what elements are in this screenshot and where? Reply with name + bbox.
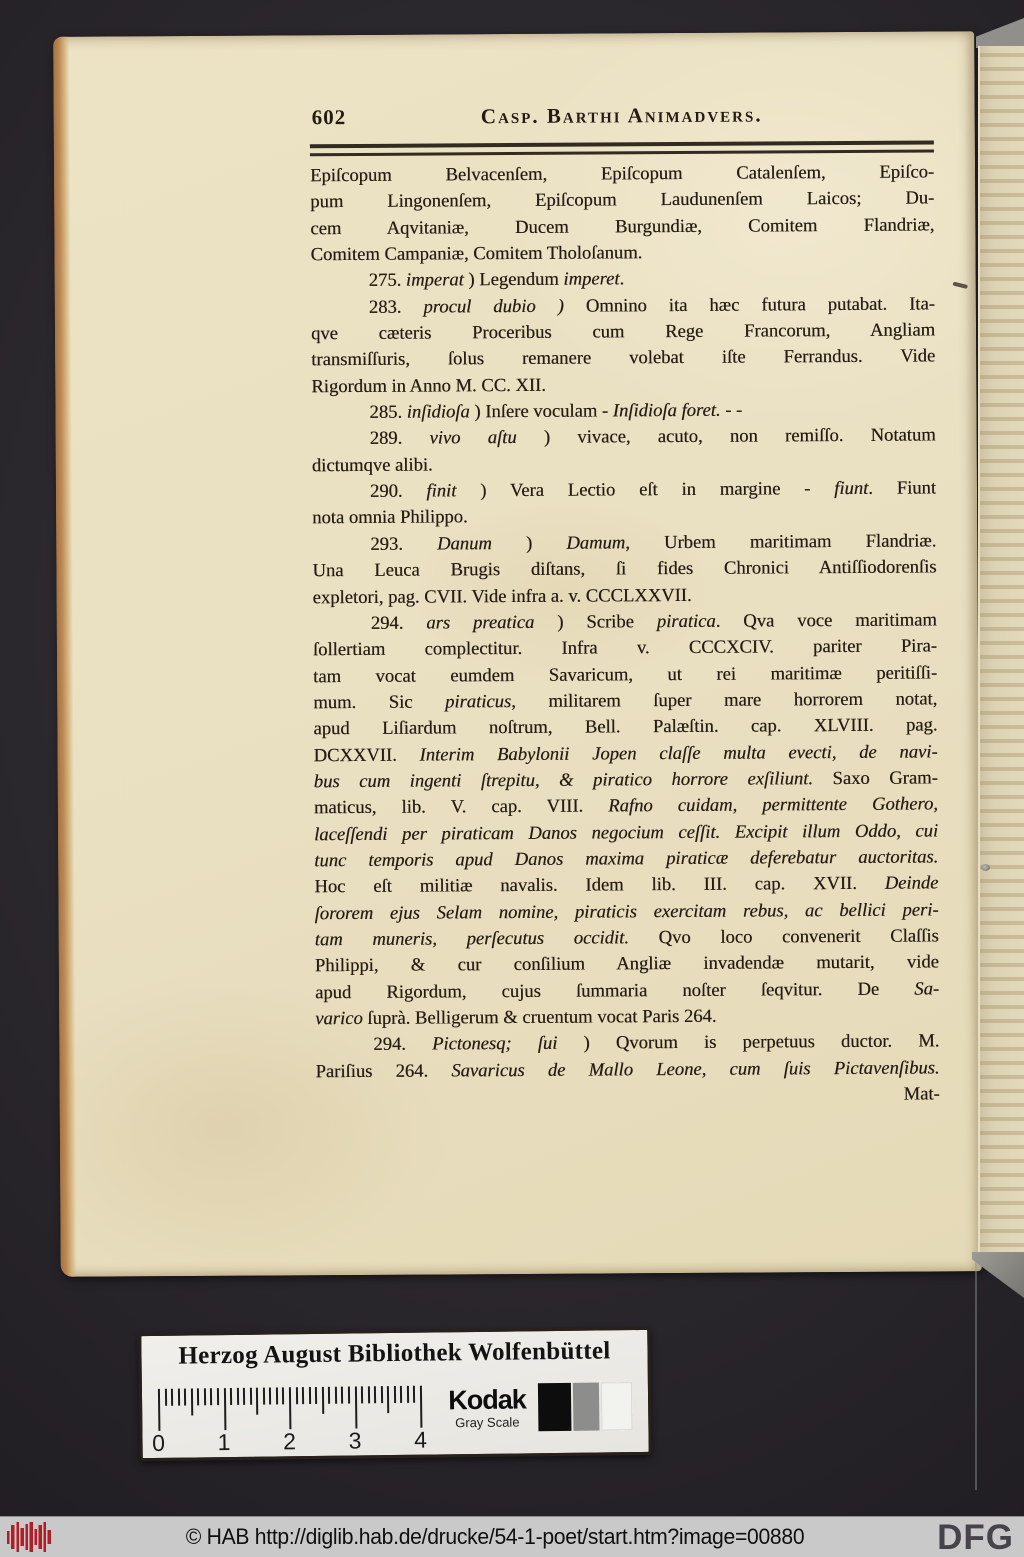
catchword-line: Mat- <box>903 1083 940 1105</box>
ruler-tick <box>250 1388 252 1405</box>
text-line: apud Liſiardum noſtrum, Bell. Palæſtin. cap. XLVIII. pag. <box>313 714 938 740</box>
text-line: qve cæteris Proceribus cum Rege Francorum, Angliam <box>310 319 936 345</box>
glass-edge-line <box>975 1258 977 1490</box>
ruler-tick <box>341 1387 343 1404</box>
header-rule <box>310 140 934 156</box>
ruler-tick <box>367 1386 369 1403</box>
text-line: bus cum ingenti ſtrepitu, & piratico horrore exſiliunt. Saxo Gram- <box>313 767 938 793</box>
ruler-tick <box>269 1388 271 1405</box>
text-line: DCXXVII. Interim Babylonii Jopen claſſe multa evecti, de navi- <box>313 740 938 766</box>
ruler-tick <box>197 1388 199 1405</box>
text-line: tunc temporis apud Danos maxima piraticæ deferebatur auctoritas. <box>314 846 939 872</box>
glass-edge-top <box>976 18 1024 48</box>
ruler-tick <box>328 1387 330 1404</box>
glass-edge-bottom <box>972 1252 1024 1298</box>
ruler-tick <box>256 1388 258 1415</box>
kodak-label: Kodak <box>448 1384 527 1416</box>
screw-dot <box>981 864 990 871</box>
text-line: Hoc eſt militiæ navalis. Idem lib. III. cap. XVII. Deinde <box>314 872 939 898</box>
ruler-title: Herzog August Bibliothek Wolfenbüttel <box>178 1337 611 1370</box>
text-line: expletori, pag. CVII. Vide infra a. v. CCCLXXVII. <box>312 584 692 608</box>
ruler-tick <box>348 1387 350 1404</box>
text-line: ſororem ejus Selam nomine, piraticis exercitam rebus, ac bellici peri- <box>314 899 939 924</box>
page-text <box>310 159 940 1111</box>
text-line: 289. vivo aſtu ) vivace, acuto, non remiſſo. Notatum <box>369 424 936 450</box>
color-calibration-ruler <box>138 1327 652 1461</box>
text-line: apud Rigordum, cujus ſummaria noſter ſeqvitur. De Sa- <box>314 978 940 1003</box>
ruler-tick <box>243 1388 245 1405</box>
text-line: mum. Sic piraticus, militarem ſuper mare horrorem notat, <box>313 688 938 714</box>
book-page <box>53 31 982 1277</box>
ruler-tick <box>237 1388 239 1405</box>
text-line: cem Aqvitaniæ, Ducem Burgundiæ, Comitem Flandriæ, <box>310 214 935 239</box>
ruler-tick <box>171 1389 173 1406</box>
text-line: varico ſuprà. Belligerum & cruentum vocat Paris 264. <box>315 1005 717 1030</box>
text-line: transmiſſuris, ſolus remanere volebat iſte Ferrandus. Vide <box>311 345 936 371</box>
ruler-tick <box>381 1386 383 1403</box>
ink-mark <box>952 282 968 289</box>
text-line: Rigordum in Anno M. CC. XII. <box>311 374 546 398</box>
ruler-tick <box>204 1388 206 1405</box>
ruler-tick <box>223 1388 226 1430</box>
ruler-tick <box>282 1387 284 1404</box>
ruler-tick <box>315 1387 317 1404</box>
viewer-footer-bar <box>0 1516 1024 1557</box>
ruler-tick <box>387 1386 389 1413</box>
ruler-number: 3 <box>348 1427 362 1454</box>
dfg-logo: DFG <box>937 1517 1014 1557</box>
footer-copyright-url: © HAB http://diglib.hab.de/drucke/54-1-poet/start.htm?image=00880 <box>185 1524 805 1549</box>
ruler-number: 0 <box>152 1429 166 1456</box>
text-line: Pariſius 264. Savaricus de Mallo Leone, cum ſuis Pictavenſibus. <box>315 1057 940 1082</box>
text-line: 275. imperat ) Legendum imperet. <box>368 268 625 292</box>
gray-scale-patch <box>538 1383 572 1431</box>
ruler-tick <box>309 1387 311 1404</box>
ruler-tick <box>322 1387 324 1414</box>
text-column <box>310 101 940 1111</box>
page-edge-left <box>53 37 77 1277</box>
ruler-tick <box>230 1388 232 1405</box>
page-number: 602 <box>311 105 347 130</box>
ruler-tick <box>178 1389 180 1406</box>
ruler-number: 4 <box>413 1426 428 1453</box>
ruler-tick <box>191 1388 193 1415</box>
text-line: Philippi, & cur conſilium Angliæ invadendæ mutarit, vide <box>314 951 939 977</box>
text-line: pum Lingonenſem, Epiſcopum Laudunenſem Laicos; Du- <box>310 187 935 213</box>
text-line: 285. inſidioſa ) Inſere voculam - Inſidioſa foret. - - <box>369 399 743 423</box>
text-line: laceſſendi per piraticam Danos negocium ceſſit. Excipit illum Oddo, cui <box>314 820 939 845</box>
text-line: 283. procul dubio ) Omnino ita hæc futura putabat. Ita- <box>368 293 935 318</box>
running-title: Casp. Barthi Animadvers. <box>480 102 763 129</box>
ruler-tick <box>217 1388 219 1405</box>
page-header <box>310 101 934 135</box>
text-line: 294. ars preatica ) Scribe piratica. Qva voce maritimam <box>370 609 937 634</box>
gray-scale-patches <box>538 1382 633 1431</box>
ruler-tick <box>413 1386 415 1403</box>
ruler-tick <box>263 1388 265 1405</box>
text-line: dictumqve alibi. <box>311 454 433 477</box>
text-line: ſollertiam complectitur. Infra v. CCCXCIV. pariter Pira- <box>312 635 938 661</box>
text-line: 294. Pictonesq; ſui ) Qvorum is perpetuus ductor. M. <box>373 1030 940 1056</box>
text-line: Una Leuca Brugis diſtans, ſi fides Chronici Antiſſiodorenſis <box>312 556 937 582</box>
facing-page-edge <box>978 46 1024 1254</box>
ruler-tick <box>420 1386 423 1428</box>
ruler-tick <box>295 1387 297 1404</box>
text-line: 290. finit ) Vera Lectio eſt in margine - fiunt. Fiunt <box>369 477 937 503</box>
ruler-tick <box>184 1389 186 1406</box>
ruler-ticks <box>158 1386 435 1433</box>
ruler-tick <box>302 1387 304 1404</box>
text-line: maticus, lib. V. cap. VIII. Rafno cuidam, permittente Gothero, <box>313 793 938 819</box>
ruler-tick <box>210 1388 212 1405</box>
ruler-tick <box>361 1386 363 1403</box>
kodak-sublabel: Gray Scale <box>455 1414 520 1431</box>
ruler-tick <box>400 1386 402 1403</box>
ruler-tick <box>354 1386 357 1428</box>
text-line: tam muneris, perſecutus occidit. Qvo loco convenerit Claſſis <box>314 925 939 951</box>
ruler-tick <box>158 1389 161 1431</box>
gray-scale-patch <box>573 1383 600 1431</box>
gray-scale-patch <box>601 1382 633 1430</box>
ruler-tick <box>335 1387 337 1404</box>
text-line: Epiſcopum Belvacenſem, Epiſcopum Catalenſem, Epiſco- <box>310 161 935 187</box>
text-line: nota omnia Philippo. <box>312 506 468 529</box>
ruler-tick <box>164 1389 166 1406</box>
ruler-tick <box>289 1387 292 1429</box>
ruler-number: 1 <box>217 1429 231 1456</box>
text-line: 293. Danum ) Damum, Urbem maritimam Flandriæ. <box>370 530 937 555</box>
kodak-block <box>436 1386 539 1429</box>
hab-logo-icon <box>7 1522 53 1552</box>
text-line: tam vocat eumdem Savaricum, ut rei maritimæ peritiſſi- <box>313 661 938 687</box>
ruler-number: 2 <box>283 1428 297 1455</box>
text-line: Comitem Campaniæ, Comitem Tholoſanum. <box>310 242 643 266</box>
ruler-tick <box>394 1386 396 1403</box>
ruler-tick <box>407 1386 409 1403</box>
ruler-tick <box>276 1387 278 1404</box>
ruler-tick <box>374 1386 376 1403</box>
